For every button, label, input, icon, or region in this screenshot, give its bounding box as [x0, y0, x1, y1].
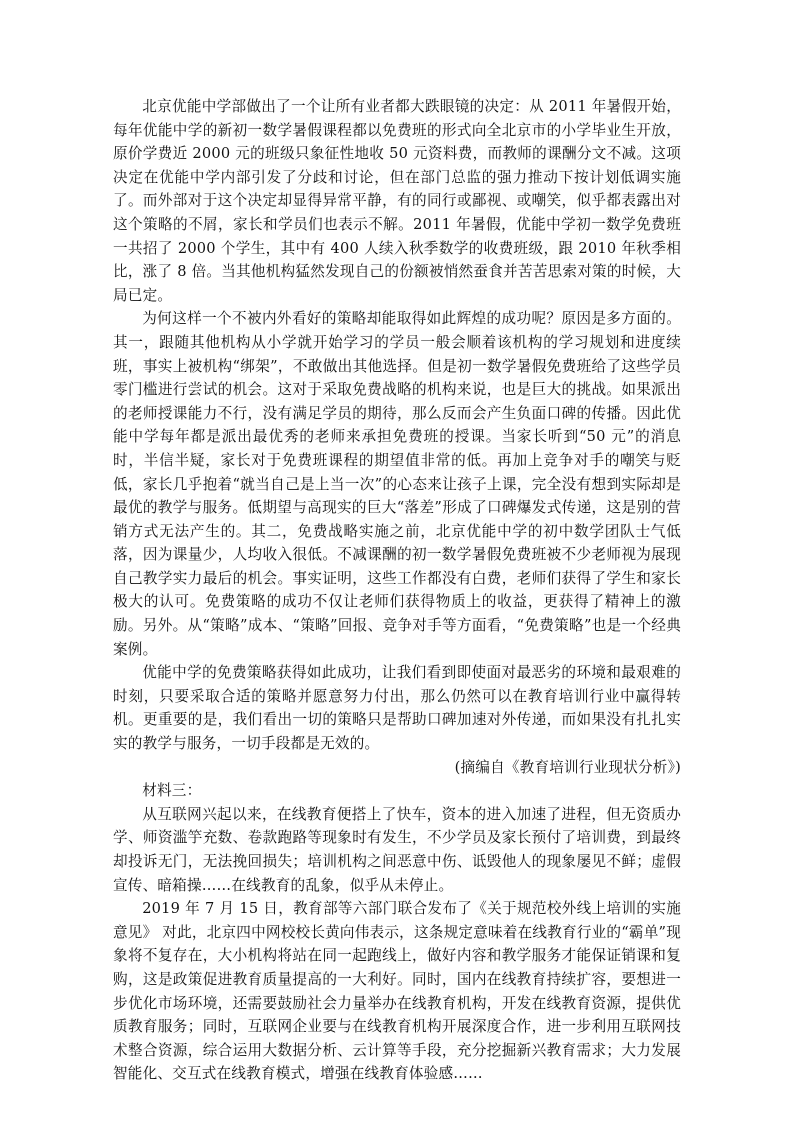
- body-paragraph: 为何这样一个不被内外看好的策略却能取得如此辉煌的成功呢？原因是多方面的。其一，跟随其他机构从小学就开始学习的学员一般会顺着该机构的学习规划和进度续班，事实上被机构“绑架”，不敢做出其他选择。但是初一数学暑假免费班给了这些学员零门槛进行尝试的机会。这对于采取免费战略的机构来说，也是巨大的挑战。如果派出的老师授课能力不行，没有满足学员的期待，那么反而会产生负面口碑的传播。因此优能中学每年都是派出最优秀的老师来承担免费班的授课。当家长听到“50 元”的消息时，半信半疑，家长对于免费班课程的期望值非常的低。再加上竞争对手的嘲笑与贬低，家长几乎抱着“就当自己是上当一次”的心态来让孩子上课，完全没有想到实际却是最优的教学与服务。低期望与高现实的巨大“落差”形成了口碑爆发式传递，这是别的营销方式无法产生的。其二，免费战略实施之前，北京优能中学的初中数学团队士气低落，因为课量少，人均收入很低。不减课酬的初一数学暑假免费班被不少老师视为展现自己教学实力最后的机会。事实证明，这些工作都没有白费，老师们获得了学生和家长极大的认可。免费策略的成功不仅让老师们获得物质上的收益，更获得了精神上的激励。另外。从“策略”成本、“策略”回报、竞争对手等方面看，“免费策略”也是一个经典案例。: [113, 310, 681, 658]
- document-page: [113, 95, 681, 1086]
- source-citation: (摘编自《教育培训行业现状分析》): [454, 758, 681, 776]
- section-heading: 材料三：: [142, 782, 202, 800]
- body-paragraph: 北京优能中学部做出了一个让所有业者都大跌眼镜的决定：从 2011 年暑假开始，每年优能中学的新初一数学暑假课程都以免费班的形式向全北京市的小学毕业生开放，原价学费近 2000 元的班级只象征性地收 50 元资料费，而教师的课酬分文不减。这项决定在优能中学内部引发了分歧和讨论，但在部门总监的强力推动下按计划低调实施了。而外部对于这个决定却显得异常平静，有的同行或鄙视、或嘲笑，似乎都表露出对这个策略的不屑，家长和学员们也表示不解。2011 年暑假，优能中学初一数学免费班一共招了 2000 个学生，其中有 400 人续入秋季数学的收费班级，跟 2010 年秋季相比，涨了 8 倍。当其他机构猛然发现自己的份额被悄然蚕食并苦苦思索对策的时候，大局已定。: [113, 98, 681, 304]
- body-paragraph: 从互联网兴起以来，在线教育便搭上了快车，资本的进入加速了进程，但无资质办学、师资滥竽充数、卷款跑路等现象时有发生，不少学员及家长预付了培训费，到最终却投诉无门，无法挽回损失；培训机构之间恶意中伤、诋毁他人的现象屡见不鲜；虚假宣传、暗箱操……在线教育的乱象，似乎从未停止。: [113, 805, 681, 894]
- body-paragraph: 2019 年 7 月 15 日，教育部等六部门联合发布了《关于规范校外线上培训的实施意见》 对此，北京四中网校校长黄向伟表示，这条规定意味着在线教育行业的“霸单”现象将不复存在，大小机构将站在同一起跑线上，做好内容和教学服务才能保证销课和复购，这是政策促进教育质量提高的一大利好。同时，国内在线教育持续扩容，要想进一步优化市场环境，还需要鼓励社会力量举办在线教育机构，开发在线教育资源，提供优质教育服务；同时，互联网企业要与在线教育机构开展深度合作，进一步利用互联网技术整合资源，综合运用大数据分析、云计算等手段，充分挖掘新兴教育需求；大力发展智能化、交互式在线教育模式，增强在线教育体验感……: [113, 900, 681, 1083]
- body-paragraph: 优能中学的免费策略获得如此成功，让我们看到即使面对最恶劣的环境和最艰难的时刻，只要采取合适的策略并愿意努力付出，那么仍然可以在教育培训行业中赢得转机。更重要的是，我们看出一切的策略只是帮助口碑加速对外传递，而如果没有扎扎实实的教学与服务，一切手段都是无效的。: [113, 664, 681, 753]
